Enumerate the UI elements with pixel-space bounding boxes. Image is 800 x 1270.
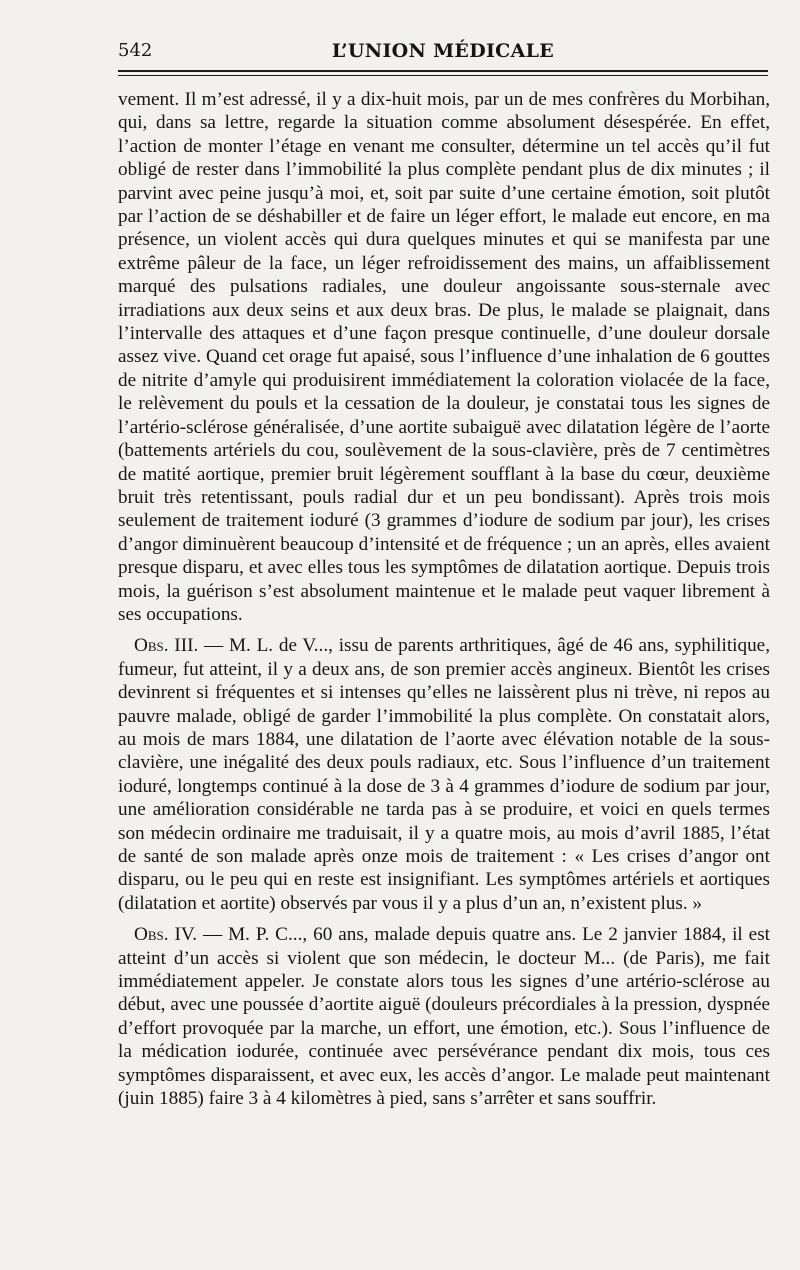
- article-body: [118, 88, 770, 1110]
- paragraph-obs-iii: [118, 634, 770, 915]
- header-rule-thin: [118, 75, 768, 76]
- paragraph-continuation: [118, 88, 770, 626]
- paragraph-text: vement. Il m’est adressé, il y a dix-huit mois, par un de mes confrères du Morbihan, qui, dans sa lettre, regarde la situation comme absolument désespérée. En effet, l’action de monter l’étage en venant me consulter, détermine un tel accès qu’il fut obligé de rester dans l’immobilité la plus complète pendant plus de dix minutes ; il parvint avec peine jusqu’à moi, et, soit par suite d’une certaine émotion, soit plutôt par l’action de se déshabiller et de faire un léger effort, le malade eut encore, en ma présence, un violent accès qui dura quelques minutes et qui se manifesta par une extrême pâleur de la face, un léger refroidissement des mains, un affaiblissement marqué des pulsations radiales, une douleur angoissante sous-sternale avec irradiations aux deux seins et aux deux bras. De plus, le malade se plaignait, dans l’intervalle des attaques et d’une façon presque continuelle, d’une douleur dorsale assez vive. Quand cet orage fut apaisé, sous l’influence d’une inhalation de 6 gouttes de nitrite d’amyle qui produisirent immédiatement la coloration violacée de la face, le relèvement du pouls et la cessation de la douleur, je constatai tous les signes de l’artério-sclérose généralisée, d’une aortite subaiguë avec dilatation légère de l’aorte (battements artériels du cou, soulèvement de la sous-clavière, près de 7 centimètres de matité aortique, premier bruit légèrement soufflant à la base du cœur, deuxième bruit très retentissant, pouls radial dur et un peu bondissant). Après trois mois seulement de traitement ioduré (3 grammes d’iodure de sodium par jour), les crises d’angor diminuèrent beaucoup d’intensité et de fréquence ; un an après, elles avaient presque disparu, et avec elles tous les symptômes de dilatation aortique. Depuis trois mois, la guérison s’est absolument maintenue et le malade peut vaquer librement à ses occupations.: [118, 89, 770, 625]
- running-header: [118, 40, 768, 68]
- header-rule: [118, 70, 768, 72]
- observation-label: Obs. IV.: [134, 924, 198, 946]
- paragraph-obs-iv: [118, 923, 770, 1110]
- paragraph-text: — M. L. de V..., issu de parents arthritiques, âgé de 46 ans, syphilitique, fumeur, fut atteint, il y a deux ans, de son premier accès angineux. Bientôt les crises devinrent si fréquentes et si intenses qu’elles ne laissèrent plus ni trève, ni repos au pauvre malade, obligé de garder l’immobilité la plus complète. On constatait alors, au mois de mars 1884, une dilatation de l’aorte avec élévation notable de la sous-clavière, une inégalité des deux pouls radiaux, etc. Sous l’influence d’un traitement ioduré, longtemps continué à la dose de 3 à 4 grammes d’iodure de sodium par jour, une amélioration considérable ne tarda pas à se produire, et voici en quels termes son médecin ordinaire me traduisait, il y a quatre mois, au mois d’avril 1885, l’état de santé de son malade après onze mois de traitement : « Les crises d’angor ont disparu, ou le peu qui en reste est insignifiant. Les symptômes artériels et aortiques (dilatation et aortite) observés par vous il y a plus d’un an, n’existent plus. »: [118, 635, 770, 914]
- page-number: 542: [118, 40, 153, 61]
- journal-title: L’UNION MÉDICALE: [331, 40, 555, 62]
- paragraph-text: — M. P. C..., 60 ans, malade depuis quatre ans. Le 2 janvier 1884, il est atteint d’un accès si violent que son médecin, le docteur M... (de Paris), me fait immédiatement appeler. Je constate alors tous les signes d’une artério-sclérose au début, avec une poussée d’aortite aiguë (douleurs précordiales à la pression, dyspnée d’effort provoquée par la marche, un effort, une émotion, etc.). Sous l’influence de la médication iodurée, continuée avec persévérance pendant dix mois, tous ces symptômes disparaissent, et avec eux, les accès d’angor. Le malade peut maintenant (juin 1885) faire 3 à 4 kilomètres à pied, sans s’arrêter et sans souffrir.: [118, 924, 770, 1110]
- observation-label: Obs. III.: [134, 635, 199, 657]
